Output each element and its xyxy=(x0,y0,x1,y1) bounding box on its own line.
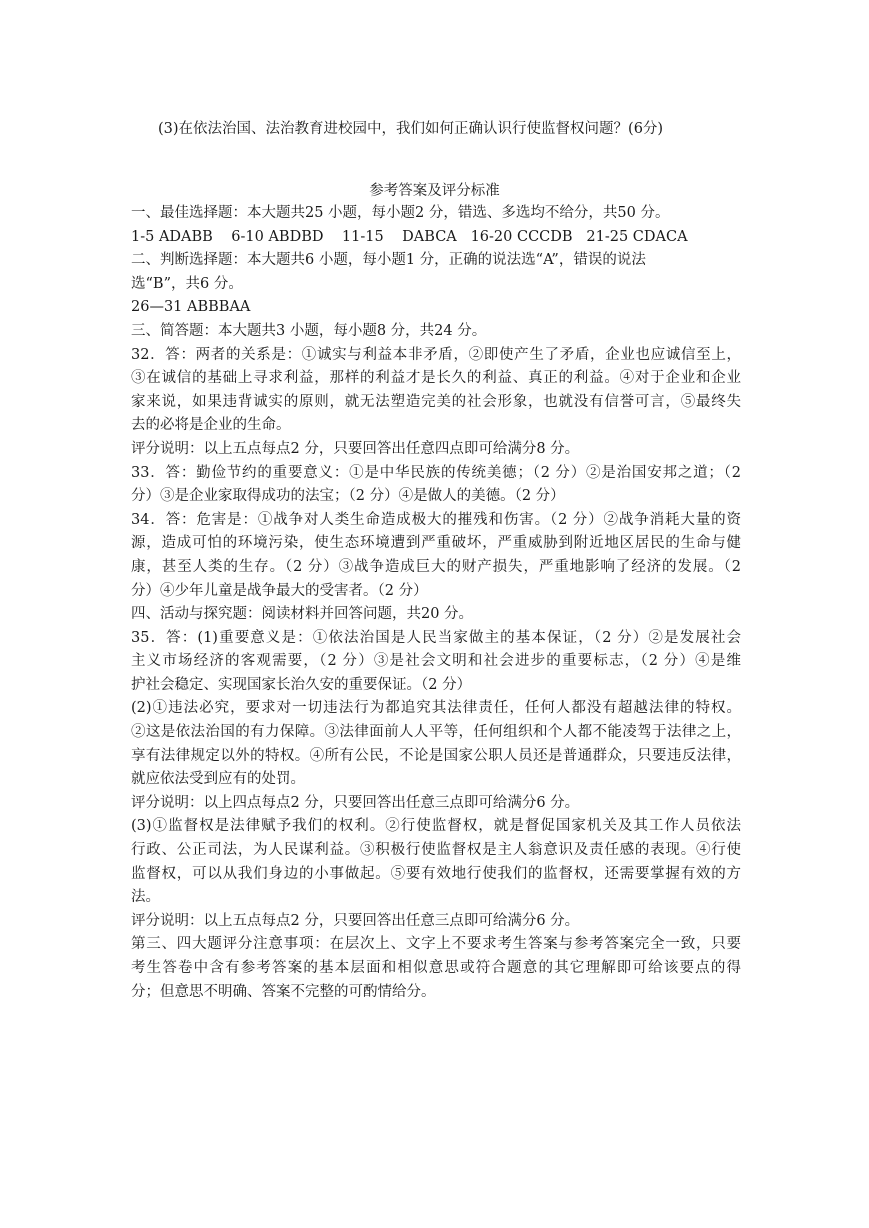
answer-line: 享有法律规定以外的特权。④所有公民，不论是国家公职人员还是普通群众，只要违反法律， xyxy=(131,747,741,764)
answer-line: 34．答：危害是：①战争对人类生命造成极大的摧残和伤害。（2 分）②战争消耗大量的资 xyxy=(131,511,741,528)
answer-line: 行政、公正司法，为人民谋利益。③积极行使监督权是主人翁意识及责任感的表现。④行使 xyxy=(131,842,741,859)
answer-line: 考生答卷中含有参考答案的基本层面和相似意思或符合题意的其它理解即可给该要点的得 xyxy=(131,960,741,976)
answer-line: 就应依法受到应有的处罚。 xyxy=(131,771,305,788)
question-3-text: (3)在依法治国、法治教育进校园中，我们如何正确认识行使监督权问题？(6分) xyxy=(158,121,664,137)
answer-line: 家来说，如果违背诚实的原则，就无法塑造完美的社会形象，也就没有信誉可言，⑤最终失 xyxy=(131,393,741,410)
answer-line: 32．答：两者的关系是：①诚实与利益本非矛盾，②即使产生了矛盾，企业也应诚信至上， xyxy=(131,346,741,363)
answer-line: ③在诚信的基础上寻求利益，那样的利益才是长久的利益、真正的利益。④对于企业和企业 xyxy=(131,370,741,387)
answer-line: 评分说明：以上四点每点2 分，只要回答出任意三点即可给满分6 分。 xyxy=(131,794,580,811)
answer-line: 法。 xyxy=(131,889,160,906)
answer-line: 分；但意思不明确、答案不完整的可酌情给分。 xyxy=(131,983,436,1000)
answer-line: 监督权，可以从我们身边的小事做起。⑤要有效地行使我们的监督权，还需要掌握有效的方 xyxy=(131,865,741,882)
answer-line: 一、最佳选择题：本大题共25 小题，每小题2 分，错选、多选均不给分，共50 分。 xyxy=(131,205,670,221)
answer-key-title: 参考答案及评分标准 xyxy=(369,183,500,199)
answer-key-body xyxy=(131,202,741,1004)
answer-line: 评分说明：以上五点每点2 分，只要回答出任意四点即可给满分8 分。 xyxy=(131,440,580,457)
answer-line: ②这是依法治国的有力保障。③法律面前人人平等，任何组织和个人都不能凌驾于法律之上， xyxy=(131,724,741,741)
answer-line: 35．答：(1)重要意义是：①依法治国是人民当家做主的基本保证，（2 分）②是发展社会 xyxy=(131,629,741,646)
answer-line: 33．答：勤俭节约的重要意义：①是中华民族的传统美德；（2 分）②是治国安邦之道；（2 xyxy=(131,464,741,481)
answer-line: 康，甚至人类的生存。（2 分）③战争造成巨大的财产损失，严重地影响了经济的发展。（2 xyxy=(131,558,741,575)
answer-line: 护社会稳定、实现国家长治久安的重要保证。（2 分） xyxy=(131,676,472,693)
answer-line: (3)①监督权是法律赋予我们的权利。②行使监督权，就是督促国家机关及其工作人员依法 xyxy=(131,818,741,835)
answer-line: 去的必将是企业的生命。 xyxy=(131,417,291,434)
answer-line: 1-5 ADABB 6-10 ABDBD 11-15 DABCA 16-20 CCCDB 21-25 CDACA xyxy=(131,228,688,245)
answer-line: 26—31 ABBBAA xyxy=(131,299,251,316)
answer-line: (2)①违法必究，要求对一切违法行为都追究其法律责任，任何人都没有超越法律的特权。 xyxy=(131,700,741,717)
answer-line: 第三、四大题评分注意事项：在层次上、文字上不要求考生答案与参考答案完全一致，只要 xyxy=(131,936,741,953)
answer-line: 分）③是企业家取得成功的法宝；（2 分）④是做人的美德。（2 分） xyxy=(131,488,565,505)
answer-line: 二、判断选择题：本大题共6 小题，每小题1 分，正确的说法选“A”，错误的说法 xyxy=(131,252,646,269)
answer-line: 评分说明：以上五点每点2 分，只要回答出任意三点即可给满分6 分。 xyxy=(131,912,580,929)
answer-line: 三、简答题：本大题共3 小题，每小题8 分，共24 分。 xyxy=(131,322,487,339)
answer-line: 源，造成可怕的环境污染，使生态环境遭到严重破坏，严重威胁到附近地区居民的生命与健 xyxy=(131,535,741,552)
answer-line: 分）④少年儿童是战争最大的受害者。（2 分） xyxy=(131,582,428,599)
answer-line: 四、活动与探究题：阅读材料并回答问题，共20 分。 xyxy=(131,606,474,623)
answer-line: 主义市场经济的客观需要，（2 分）③是社会文明和社会进步的重要标志，（2 分）④是维 xyxy=(131,653,741,670)
answer-line: 选“B”，共6 分。 xyxy=(131,275,243,292)
